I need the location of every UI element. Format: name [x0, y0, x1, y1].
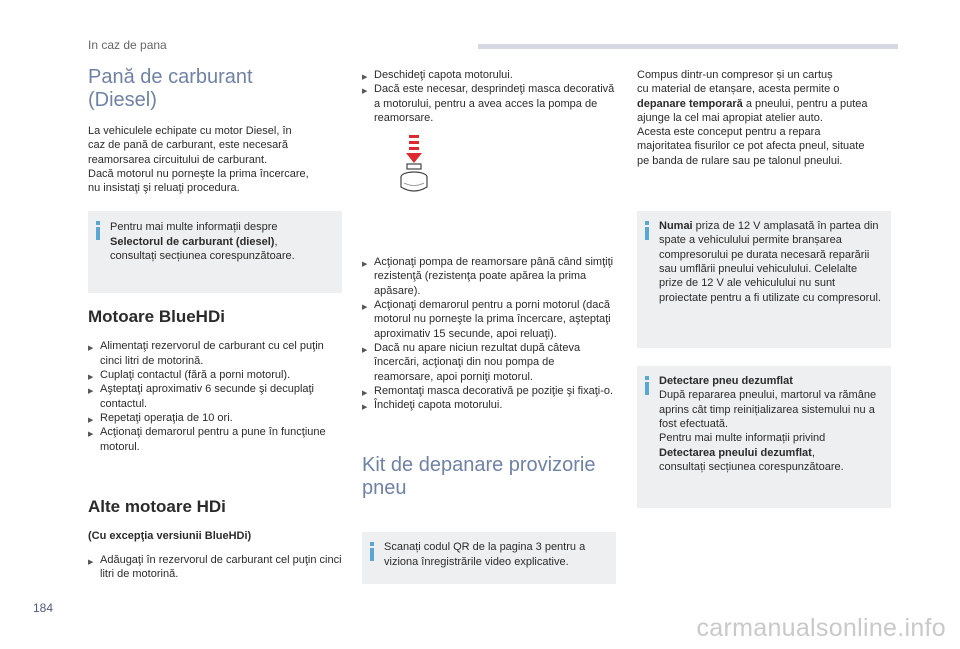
info-text-part: Pentru mai multe informații despre [110, 221, 278, 234]
fuel-selector-info-box [88, 211, 342, 293]
info-text-part: , [811, 446, 815, 459]
watermark: carmanualsonline.info [696, 614, 946, 642]
right-arrow-icon: ▶ [362, 304, 368, 312]
step-text: Repetaţi operaţia de 10 ori. [100, 411, 233, 424]
tyre-kit-intro [637, 68, 891, 168]
intro-line: cu material de etanșare, acesta permite o [637, 83, 840, 96]
bluehdi-title: Motoare BlueHDi [88, 307, 225, 327]
hdi-subtitle: (Cu excepţia versiunii BlueHDi) [88, 529, 252, 542]
column-left [88, 66, 342, 582]
right-arrow-icon: ▶ [88, 416, 94, 424]
socket-info-box [637, 211, 891, 348]
section-header: In caz de pana [88, 38, 167, 52]
list-item [362, 384, 616, 398]
step-text: Acţionaţi demarorul pentru a porni motorul (dacă motorul nu porneşte la prima încercare, aşteptaţi aproximativ 15 secunde, apoi reluaţi). [374, 299, 611, 340]
intro-line: pe banda de rulare sau pe talonul pneului. [637, 154, 843, 167]
intro-line: caz de pană de carburant, este necesară [88, 139, 288, 152]
info-text: Scanați codul QR de la pagina 3 pentru a viziona înregistrările video explicative. [384, 541, 586, 568]
step-text: Remontaţi masca decorativă pe poziţie şi fixaţi-o. [374, 384, 614, 397]
info-text [659, 219, 883, 305]
deflation-info-box [637, 366, 891, 508]
step-text: Cuplaţi contactul (fără a porni motorul). [100, 369, 291, 382]
info-icon [644, 376, 650, 395]
title-line: pneu [362, 477, 407, 500]
list-item [88, 553, 342, 582]
right-arrow-icon: ▶ [88, 345, 94, 353]
list-item [362, 341, 616, 384]
intro-line: La vehiculele echipate cu motor Diesel, în [88, 125, 292, 137]
priming-steps-top [362, 68, 616, 125]
title-line: Kit de depanare provizorie [362, 454, 596, 477]
right-arrow-icon: ▶ [362, 88, 368, 96]
list-item [362, 398, 616, 412]
info-text-part: consultați secțiunea corespunzătoare. [659, 460, 844, 473]
intro-line: reamorsarea circuitului de carburant. [88, 153, 268, 166]
step-text: Închideţi capota motorului. [374, 399, 503, 412]
step-text: Adăugaţi în rezervorul de carburant cel puţin cinci litri de motorină. [100, 554, 342, 581]
info-icon [644, 221, 650, 240]
info-text [659, 374, 883, 474]
list-item [362, 255, 616, 298]
diesel-intro [88, 124, 342, 195]
right-arrow-icon: ▶ [88, 431, 94, 439]
intro-line: ajunge la cel mai apropiat atelier auto. [637, 111, 823, 124]
step-text: Acţionaţi demarorul pentru a pune în funcţiune motorul. [100, 426, 326, 453]
right-arrow-icon: ▶ [88, 374, 94, 382]
info-icon [95, 221, 101, 240]
column-right [637, 66, 891, 508]
list-item [88, 368, 342, 382]
intro-line: Acesta este conceput pentru a repara [637, 126, 821, 139]
info-text [110, 220, 334, 263]
title-line: Pană de carburant [88, 66, 253, 88]
info-text-part: consultați secțiunea corespunzătoare. [110, 250, 295, 263]
list-item [88, 339, 342, 368]
info-text-part: priza de 12 V amplasată în partea din spate a vehiculului permite branșarea compresorului pe durata necesară reparării sau umflării pneului vehiculului. Celelalte prize de 12 V ale vehiculului nu sunt proiectate pentru a fi utilizate cu compresorul. [659, 220, 881, 304]
list-item [362, 68, 616, 82]
column-middle [362, 66, 616, 584]
title-line: (Diesel) [88, 89, 157, 111]
hdi-title: Alte motoare HDi [88, 496, 226, 516]
info-text-bold: Selectorul de carburant (diesel) [110, 235, 275, 248]
priming-pump-illustration [362, 125, 616, 215]
info-text-bold: Detectarea pneului dezumflat [659, 446, 812, 459]
info-text-part: , [274, 235, 278, 248]
bluehdi-steps [88, 339, 342, 453]
step-text: Dacă este necesar, desprindeţi masca decorativă a motorului, pentru a avea acces la pompa de reamorsare. [374, 83, 615, 124]
info-icon [369, 542, 375, 561]
intro-line: majoritatea fisurilor ce pot afecta pneul, situate [637, 140, 865, 153]
right-arrow-icon: ▶ [88, 559, 94, 567]
info-text-part: După repararea pneului, martorul va rămâne aprins cât timp reinițializarea sistemului nu a fost efectuată. [659, 389, 877, 430]
page-number: 184 [33, 601, 54, 615]
intro-line: a pneului, pentru a putea [742, 97, 868, 110]
hdi-steps [88, 553, 342, 582]
step-text: Aşteptaţi aproximativ 6 secunde şi decuplaţi contactul. [100, 383, 315, 410]
header-bar [478, 44, 898, 49]
list-item [88, 425, 342, 454]
priming-steps-bottom [362, 255, 616, 412]
right-arrow-icon: ▶ [362, 404, 368, 412]
qr-info-box [362, 532, 616, 584]
step-text: Deschideţi capota motorului. [374, 69, 513, 81]
intro-bold: depanare temporară [637, 97, 743, 110]
list-item [88, 411, 342, 425]
right-arrow-icon: ▶ [362, 389, 368, 397]
list-item [362, 82, 616, 125]
info-title: Detectare pneu dezumflat [659, 375, 793, 388]
right-arrow-icon: ▶ [88, 388, 94, 396]
list-item [88, 382, 342, 411]
intro-line: Dacă motorul nu porneşte la prima încercare, [88, 167, 309, 180]
right-arrow-icon: ▶ [362, 346, 368, 354]
tyre-kit-title [362, 454, 616, 500]
right-arrow-icon: ▶ [362, 261, 368, 269]
right-arrow-icon: ▶ [362, 74, 368, 81]
step-text: Dacă nu apare niciun rezultat după câteva încercări, acţionaţi din nou pompa de reamorsare, apoi porniţi motorul. [374, 341, 581, 383]
step-text: Acţionaţi pompa de reamorsare până când simţiţi rezistenţă (rezistenţa poate apărea la prima apăsare). [374, 256, 614, 297]
fuel-outage-title [88, 66, 342, 112]
info-text-part: Pentru mai multe informații privind [659, 432, 826, 445]
step-text: Alimentaţi rezervorul de carburant cu cel puţin cinci litri de motorină. [100, 340, 324, 367]
list-item [362, 298, 616, 341]
info-text-bold: Numai [659, 220, 693, 233]
intro-line: Compus dintr-un compresor și un cartuș [637, 69, 833, 81]
priming-pump-icon [384, 133, 444, 208]
intro-line: nu insistaţi şi reluaţi procedura. [88, 182, 240, 195]
